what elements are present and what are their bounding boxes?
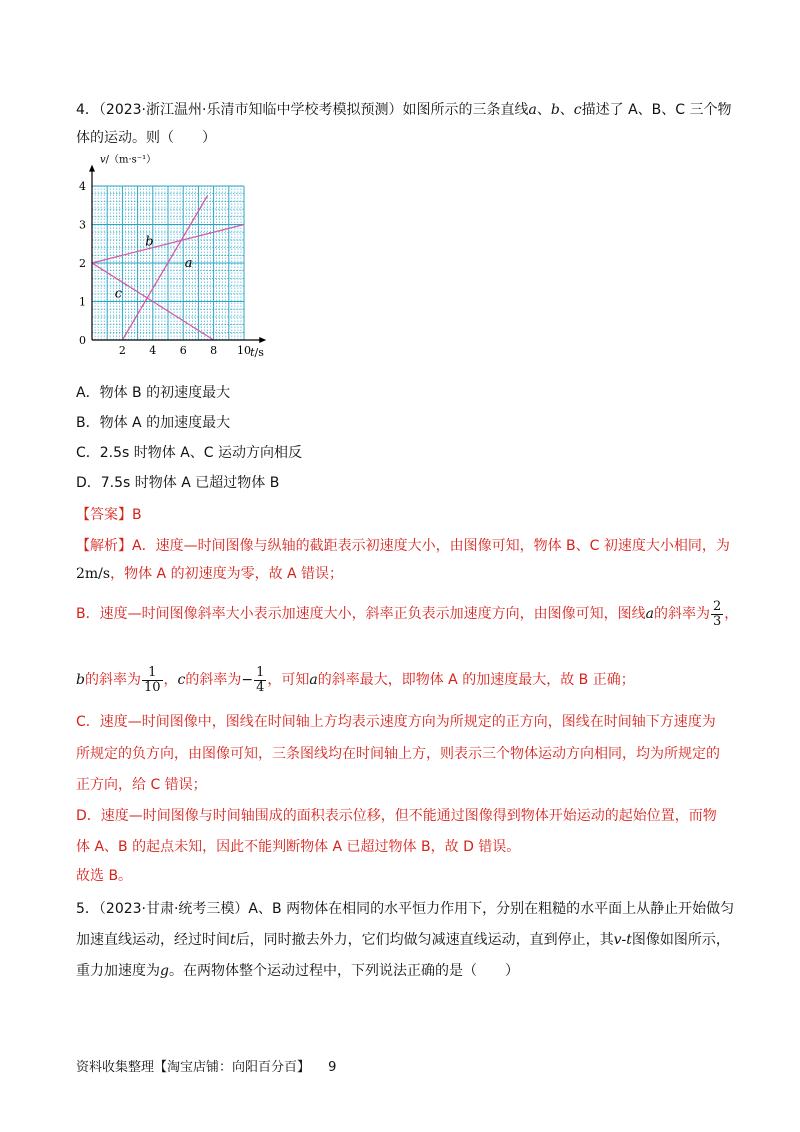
footer-text: 资料收集整理【淘宝店铺：向阳百分百】 [76, 1060, 311, 1075]
question-5-line-1: 5．（2023·甘肃·统考三模）A、B 两物体在相同的水平恒力作用下，分别在粗糙的水平面上从静止开始做匀 [76, 901, 735, 917]
option-b: B．物体 A 的加速度最大 [76, 415, 231, 431]
analysis-c-line-2: 所规定的负方向，由图像可知，三条图线均在时间轴上方，则表示三个物体运动方向相同，均为所规定的 [76, 746, 720, 762]
y-axis-arrow [89, 165, 95, 172]
analysis-final: 故选 B。 [76, 868, 133, 884]
question-4-line-1: 4．（2023·浙江温州·乐清市知临中学校考模拟预测）如图所示的三条直线a、b、c描述了 A、B、C 三个物 [76, 102, 732, 118]
analysis-b-line-1: B．速度—时间图像斜率大小表示加速度大小，斜率正负表示加速度方向，由图像可知，图线a的斜率为 $\frac{2}{3}$ ， [76, 598, 739, 629]
y-tick-label: 1 [79, 295, 86, 309]
series-label-b: b [145, 234, 154, 250]
answer: 【答案】B [76, 507, 142, 523]
analysis-d-line-2: 体 A、B 的起点未知，因此不能判断物体 A 已超过物体 B，故 D 错误。 [76, 839, 521, 855]
x-tick-label: 2 [118, 344, 126, 357]
x-tick-label: 10 [237, 344, 251, 357]
x-axis-label: t/s [250, 346, 264, 359]
analysis-c-line-1: C．速度—时间图像中，图线在时间轴上方均表示速度方向为所规定的正方向，图线在时间轴下方速度为 [76, 714, 716, 730]
option-c: C．2.5s 时物体 A、C 运动方向相反 [76, 445, 303, 461]
y-tick-label: 3 [79, 218, 86, 232]
vt-chart [76, 152, 286, 362]
y-tick-label: 4 [79, 180, 86, 193]
analysis-d-line-1: D．速度—时间图像与时间轴围成的面积表示位移，但不能通过图像得到物体开始运动的起始位置，而物 [76, 808, 717, 824]
analysis-b-line-2: b的斜率为 $\frac{1}{10}$ ，c的斜率为− $\frac{1}{4}$ ，可知a的斜率最大，即物体 A 的加速度最大，故 B 正确； [76, 664, 635, 695]
question-4-line-2: 体的运动。则（ ） [76, 130, 216, 146]
series-label-c: c [114, 286, 123, 302]
origin-label: 0 [79, 334, 86, 347]
x-tick-label: 8 [210, 344, 218, 357]
question-5-line-3: 重力加速度为g。在两物体整个运动过程中，下列说法正确的是（ ） [76, 963, 519, 979]
fraction-two-thirds: $\frac{2}{3}$ [712, 598, 722, 629]
analysis-c-line-3: 正方向，给 C 错误； [76, 777, 207, 793]
fraction-one-quarter: $\frac{1}{4}$ [256, 664, 265, 695]
option-d: D．7.5s 时物体 A 已超过物体 B [76, 475, 280, 491]
x-tick-label: 6 [179, 344, 187, 357]
series-label-a: a [184, 255, 193, 271]
question-5-line-2: 加速直线运动，经过时间t后，同时撤去外力，它们均做匀减速直线运动，直到停止，其v-t图像如图所示， [76, 932, 730, 948]
fraction-one-tenth: $\frac{1}{10}$ [143, 664, 161, 695]
chart-axes [89, 165, 266, 343]
y-axis-label: v/（m·s⁻¹） [100, 154, 157, 166]
x-tick-label: 4 [149, 344, 157, 357]
x-axis-arrow [259, 337, 266, 343]
page-footer [76, 1056, 336, 1075]
y-tick-label: 2 [79, 257, 86, 270]
page-number: 9 [328, 1060, 337, 1075]
option-a: A．物体 B 的初速度最大 [76, 385, 231, 401]
analysis-a-line-2: 2m/s，物体 A 的初速度为零，故 A 错误； [76, 566, 344, 582]
analysis-a-line-1: 【解析】A．速度—时间图像与纵轴的截距表示初速度大小，由图像可知，物体 B、C 初速度大小相同，为 [76, 538, 730, 554]
